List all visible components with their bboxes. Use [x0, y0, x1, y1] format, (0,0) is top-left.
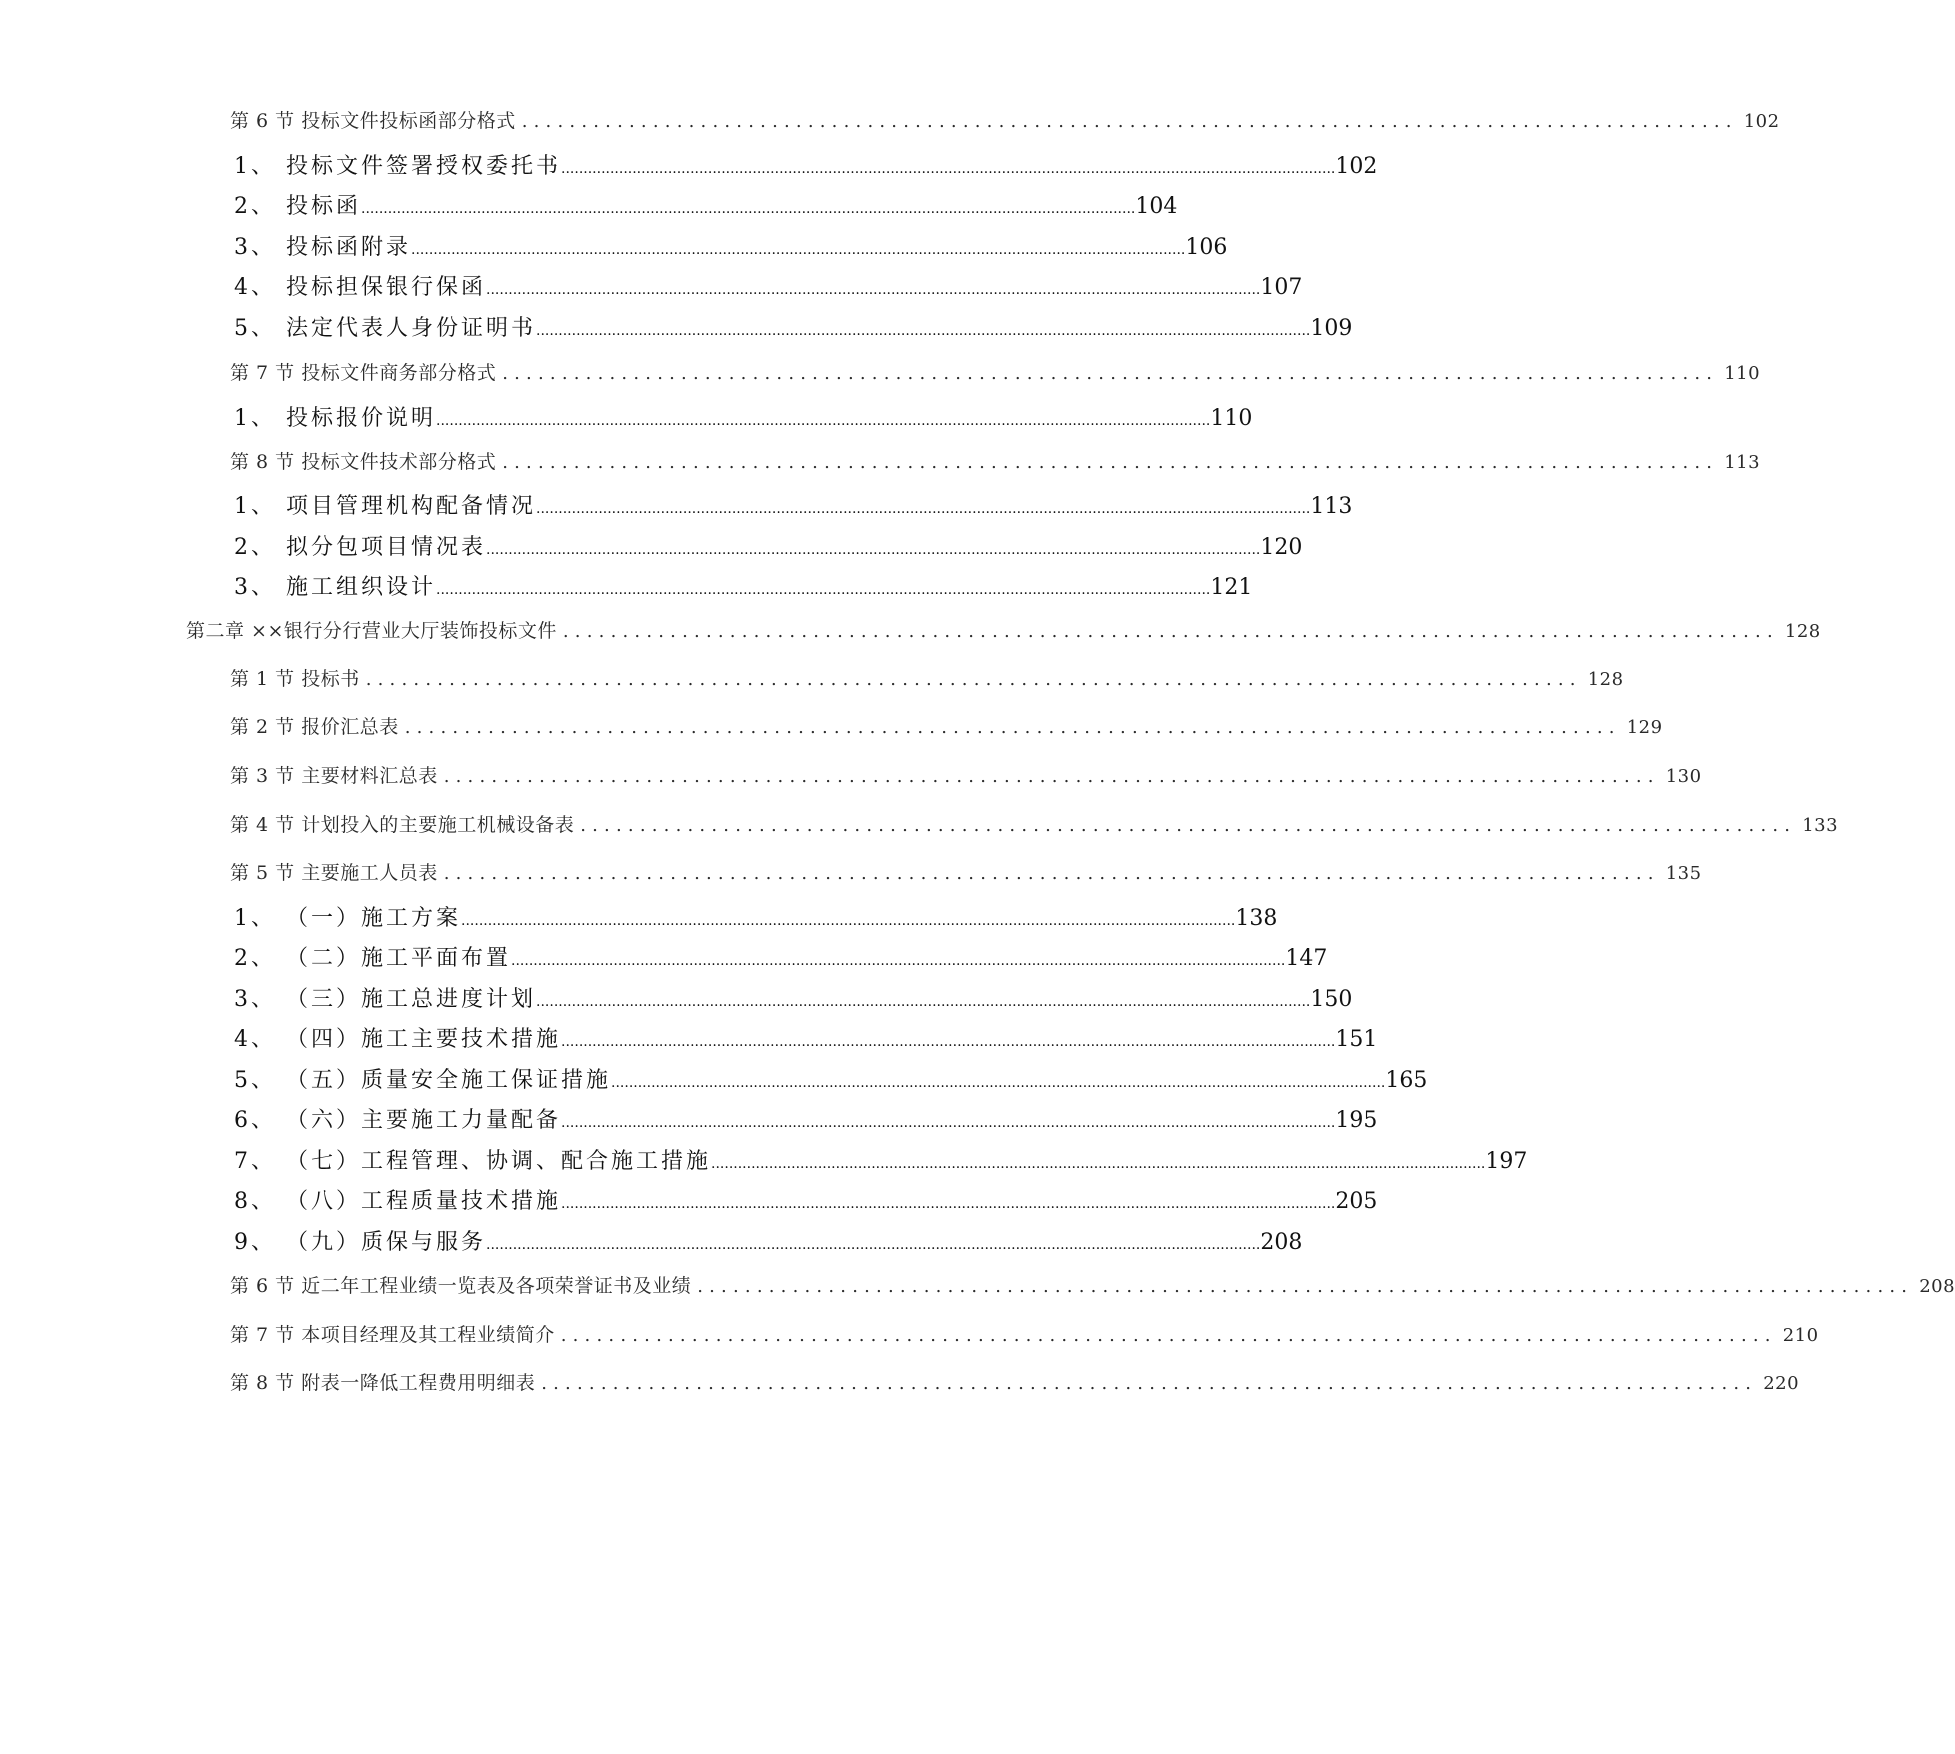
toc-item-entry [234, 573, 1253, 603]
toc-entry-title: （六）主要施工力量配备 [286, 1108, 562, 1133]
toc-item-number: 1、 [234, 494, 276, 519]
toc-entry-title: 投标担保银行保函 [286, 275, 487, 300]
toc-entry-title: 投标文件签署授权委托书 [286, 154, 562, 179]
dot-leader: ...................................................................................................... [502, 452, 1719, 473]
toc-page-number: 195 [1335, 1108, 1378, 1133]
dot-leader: ...................................................................................................... [404, 717, 1621, 738]
toc-page-number: 210 [1782, 1325, 1819, 1346]
toc-page-number: 208 [1919, 1276, 1955, 1297]
toc-item-entry [234, 985, 1353, 1015]
toc-item-entry [234, 192, 1178, 222]
toc-page-number: 151 [1335, 1027, 1378, 1052]
toc-item-entry [234, 492, 1353, 522]
toc-entry-title: （四）施工主要技术措施 [286, 1027, 562, 1052]
toc-section-entry [230, 106, 1780, 136]
toc-item-number: 3、 [234, 575, 276, 600]
toc-entry-title: 拟分包项目情况表 [286, 535, 487, 560]
toc-item-entry [234, 1106, 1378, 1136]
dot-leader: .............................................................................................................................................................................. [511, 953, 1286, 969]
toc-item-number: 3、 [234, 235, 276, 260]
toc-section-entry [230, 664, 1624, 694]
toc-section-entry [230, 447, 1761, 477]
dot-leader: .............................................................................................................................................................................. [561, 161, 1336, 177]
toc-page-number: 129 [1626, 717, 1663, 738]
toc-page-number: 220 [1763, 1373, 1800, 1394]
toc-page-number: 135 [1665, 863, 1702, 884]
dot-leader: .............................................................................................................................................................................. [561, 1115, 1336, 1131]
toc-page-number: 208 [1260, 1230, 1303, 1255]
toc-item-entry [234, 273, 1303, 303]
toc-page-number: 128 [1784, 621, 1821, 642]
toc-page-number: 102 [1335, 154, 1378, 179]
toc-entry-title: （三）施工总进度计划 [286, 987, 537, 1012]
toc-item-number: 2、 [234, 194, 276, 219]
dot-leader: .............................................................................................................................................................................. [361, 201, 1136, 217]
toc-item-number: 7、 [234, 1149, 276, 1174]
dot-leader: .............................................................................................................................................................................. [411, 242, 1186, 258]
dot-leader: .............................................................................................................................................................................. [436, 413, 1211, 429]
toc-entry-title: 第 7 节 投标文件商务部分格式 [230, 362, 497, 384]
toc-entry-title: （二）施工平面布置 [286, 946, 512, 971]
toc-section-entry [230, 810, 1839, 840]
toc-page-number: 121 [1210, 575, 1253, 600]
toc-entry-title: 投标报价说明 [286, 406, 437, 431]
dot-leader: .............................................................................................................................................................................. [536, 501, 1311, 517]
toc-entry-title: （八）工程质量技术措施 [286, 1189, 562, 1214]
dot-leader: .............................................................................................................................................................................. [711, 1156, 1486, 1172]
dot-leader: .............................................................................................................................................................................. [561, 1034, 1336, 1050]
toc-item-number: 1、 [234, 406, 276, 431]
toc-section-entry [230, 712, 1663, 742]
toc-entry-title: 第 8 节 投标文件技术部分格式 [230, 451, 497, 473]
toc-section-entry [230, 761, 1702, 791]
dot-leader: ...................................................................................................... [562, 621, 1779, 642]
toc-item-number: 4、 [234, 275, 276, 300]
toc-item-number: 4、 [234, 1027, 276, 1052]
dot-leader: .............................................................................................................................................................................. [536, 994, 1311, 1010]
toc-page-number: 113 [1310, 494, 1353, 519]
toc-item-entry [234, 944, 1328, 974]
dot-leader: .............................................................................................................................................................................. [461, 913, 1236, 929]
dot-leader: ...................................................................................................... [580, 815, 1797, 836]
dot-leader: .............................................................................................................................................................................. [486, 542, 1261, 558]
toc-page-number: 102 [1743, 111, 1780, 132]
toc-entry-title: 第 1 节 投标书 [230, 668, 360, 690]
toc-entry-title: 法定代表人身份证明书 [286, 316, 537, 341]
toc-item-number: 1、 [234, 906, 276, 931]
toc-item-entry [234, 904, 1278, 934]
toc-entry-title: 第 6 节 近二年工程业绩一览表及各项荣誉证书及业绩 [230, 1275, 692, 1297]
dot-leader: .............................................................................................................................................................................. [486, 1237, 1261, 1253]
toc-entry-title: 投标函附录 [286, 235, 412, 260]
toc-entry-title: 投标函 [286, 194, 362, 219]
toc-entry-title: 施工组织设计 [286, 575, 437, 600]
toc-item-number: 5、 [234, 316, 276, 341]
toc-entry-title: 项目管理机构配备情况 [286, 494, 537, 519]
toc-item-number: 2、 [234, 946, 276, 971]
toc-section-entry [230, 1368, 1800, 1398]
toc-page-number: 106 [1185, 235, 1228, 260]
toc-item-entry [234, 233, 1228, 263]
toc-chapter-entry [186, 616, 1821, 646]
toc-page-number: 130 [1665, 766, 1702, 787]
dot-leader: ...................................................................................................... [521, 111, 1738, 132]
toc-item-entry [234, 533, 1303, 563]
toc-item-entry [234, 1147, 1528, 1177]
toc-page-number: 150 [1310, 987, 1353, 1012]
dot-leader: ...................................................................................................... [502, 363, 1719, 384]
toc-entry-title: 第 4 节 计划投入的主要施工机械设备表 [230, 814, 575, 836]
toc-item-entry [234, 1066, 1428, 1096]
dot-leader: .............................................................................................................................................................................. [536, 323, 1311, 339]
toc-section-entry [230, 1320, 1819, 1350]
dot-leader: ...................................................................................................... [697, 1276, 1914, 1297]
toc-item-number: 8、 [234, 1189, 276, 1214]
toc-page-number: 205 [1335, 1189, 1378, 1214]
toc-page-number: 128 [1587, 669, 1624, 690]
toc-item-entry [234, 404, 1253, 434]
toc-item-number: 5、 [234, 1068, 276, 1093]
dot-leader: .............................................................................................................................................................................. [611, 1075, 1386, 1091]
toc-page-number: 104 [1135, 194, 1178, 219]
dot-leader: ...................................................................................................... [365, 669, 1582, 690]
toc-item-number: 1、 [234, 154, 276, 179]
toc-entry-title: 第二章 ××银行分行营业大厅装饰投标文件 [186, 620, 557, 642]
toc-entry-title: 第 8 节 附表一降低工程费用明细表 [230, 1372, 536, 1394]
toc-entry-title: （七）工程管理、协调、配合施工措施 [286, 1149, 712, 1174]
dot-leader: ...................................................................................................... [443, 766, 1660, 787]
toc-page-number: 107 [1260, 275, 1303, 300]
dot-leader: ...................................................................................................... [443, 863, 1660, 884]
toc-entry-title: 第 3 节 主要材料汇总表 [230, 765, 438, 787]
toc-item-entry [234, 1228, 1303, 1258]
dot-leader: ...................................................................................................... [541, 1373, 1758, 1394]
toc-item-entry [234, 1025, 1378, 1055]
toc-item-entry [234, 1187, 1378, 1217]
dot-leader: .............................................................................................................................................................................. [436, 582, 1211, 598]
toc-page-number: 133 [1802, 815, 1839, 836]
toc-page-number: 120 [1260, 535, 1303, 560]
toc-item-number: 2、 [234, 535, 276, 560]
dot-leader: .............................................................................................................................................................................. [561, 1196, 1336, 1212]
toc-item-entry [234, 152, 1378, 182]
toc-item-number: 3、 [234, 987, 276, 1012]
dot-leader: ...................................................................................................... [560, 1325, 1777, 1346]
toc-section-entry [230, 358, 1761, 388]
toc-section-entry [230, 858, 1702, 888]
toc-entry-title: 第 6 节 投标文件投标函部分格式 [230, 110, 516, 132]
toc-page-number: 109 [1310, 316, 1353, 341]
toc-entry-title: 第 7 节 本项目经理及其工程业绩简介 [230, 1324, 555, 1346]
toc-page-number: 197 [1485, 1149, 1528, 1174]
toc-entry-title: （五）质量安全施工保证措施 [286, 1068, 612, 1093]
toc-item-number: 9、 [234, 1230, 276, 1255]
toc-page-number: 113 [1724, 452, 1761, 473]
toc-section-entry [230, 1271, 1955, 1301]
toc-entry-title: （一）施工方案 [286, 906, 462, 931]
toc-page-number: 138 [1235, 906, 1278, 931]
dot-leader: .............................................................................................................................................................................. [486, 282, 1261, 298]
toc-item-number: 6、 [234, 1108, 276, 1133]
toc-entry-title: 第 2 节 报价汇总表 [230, 716, 399, 738]
toc-page-number: 110 [1724, 363, 1761, 384]
toc-item-entry [234, 314, 1353, 344]
toc-entry-title: （九）质保与服务 [286, 1230, 487, 1255]
toc-page-number: 165 [1385, 1068, 1428, 1093]
toc-page-number: 110 [1210, 406, 1253, 431]
toc-page-number: 147 [1285, 946, 1328, 971]
toc-entry-title: 第 5 节 主要施工人员表 [230, 862, 438, 884]
